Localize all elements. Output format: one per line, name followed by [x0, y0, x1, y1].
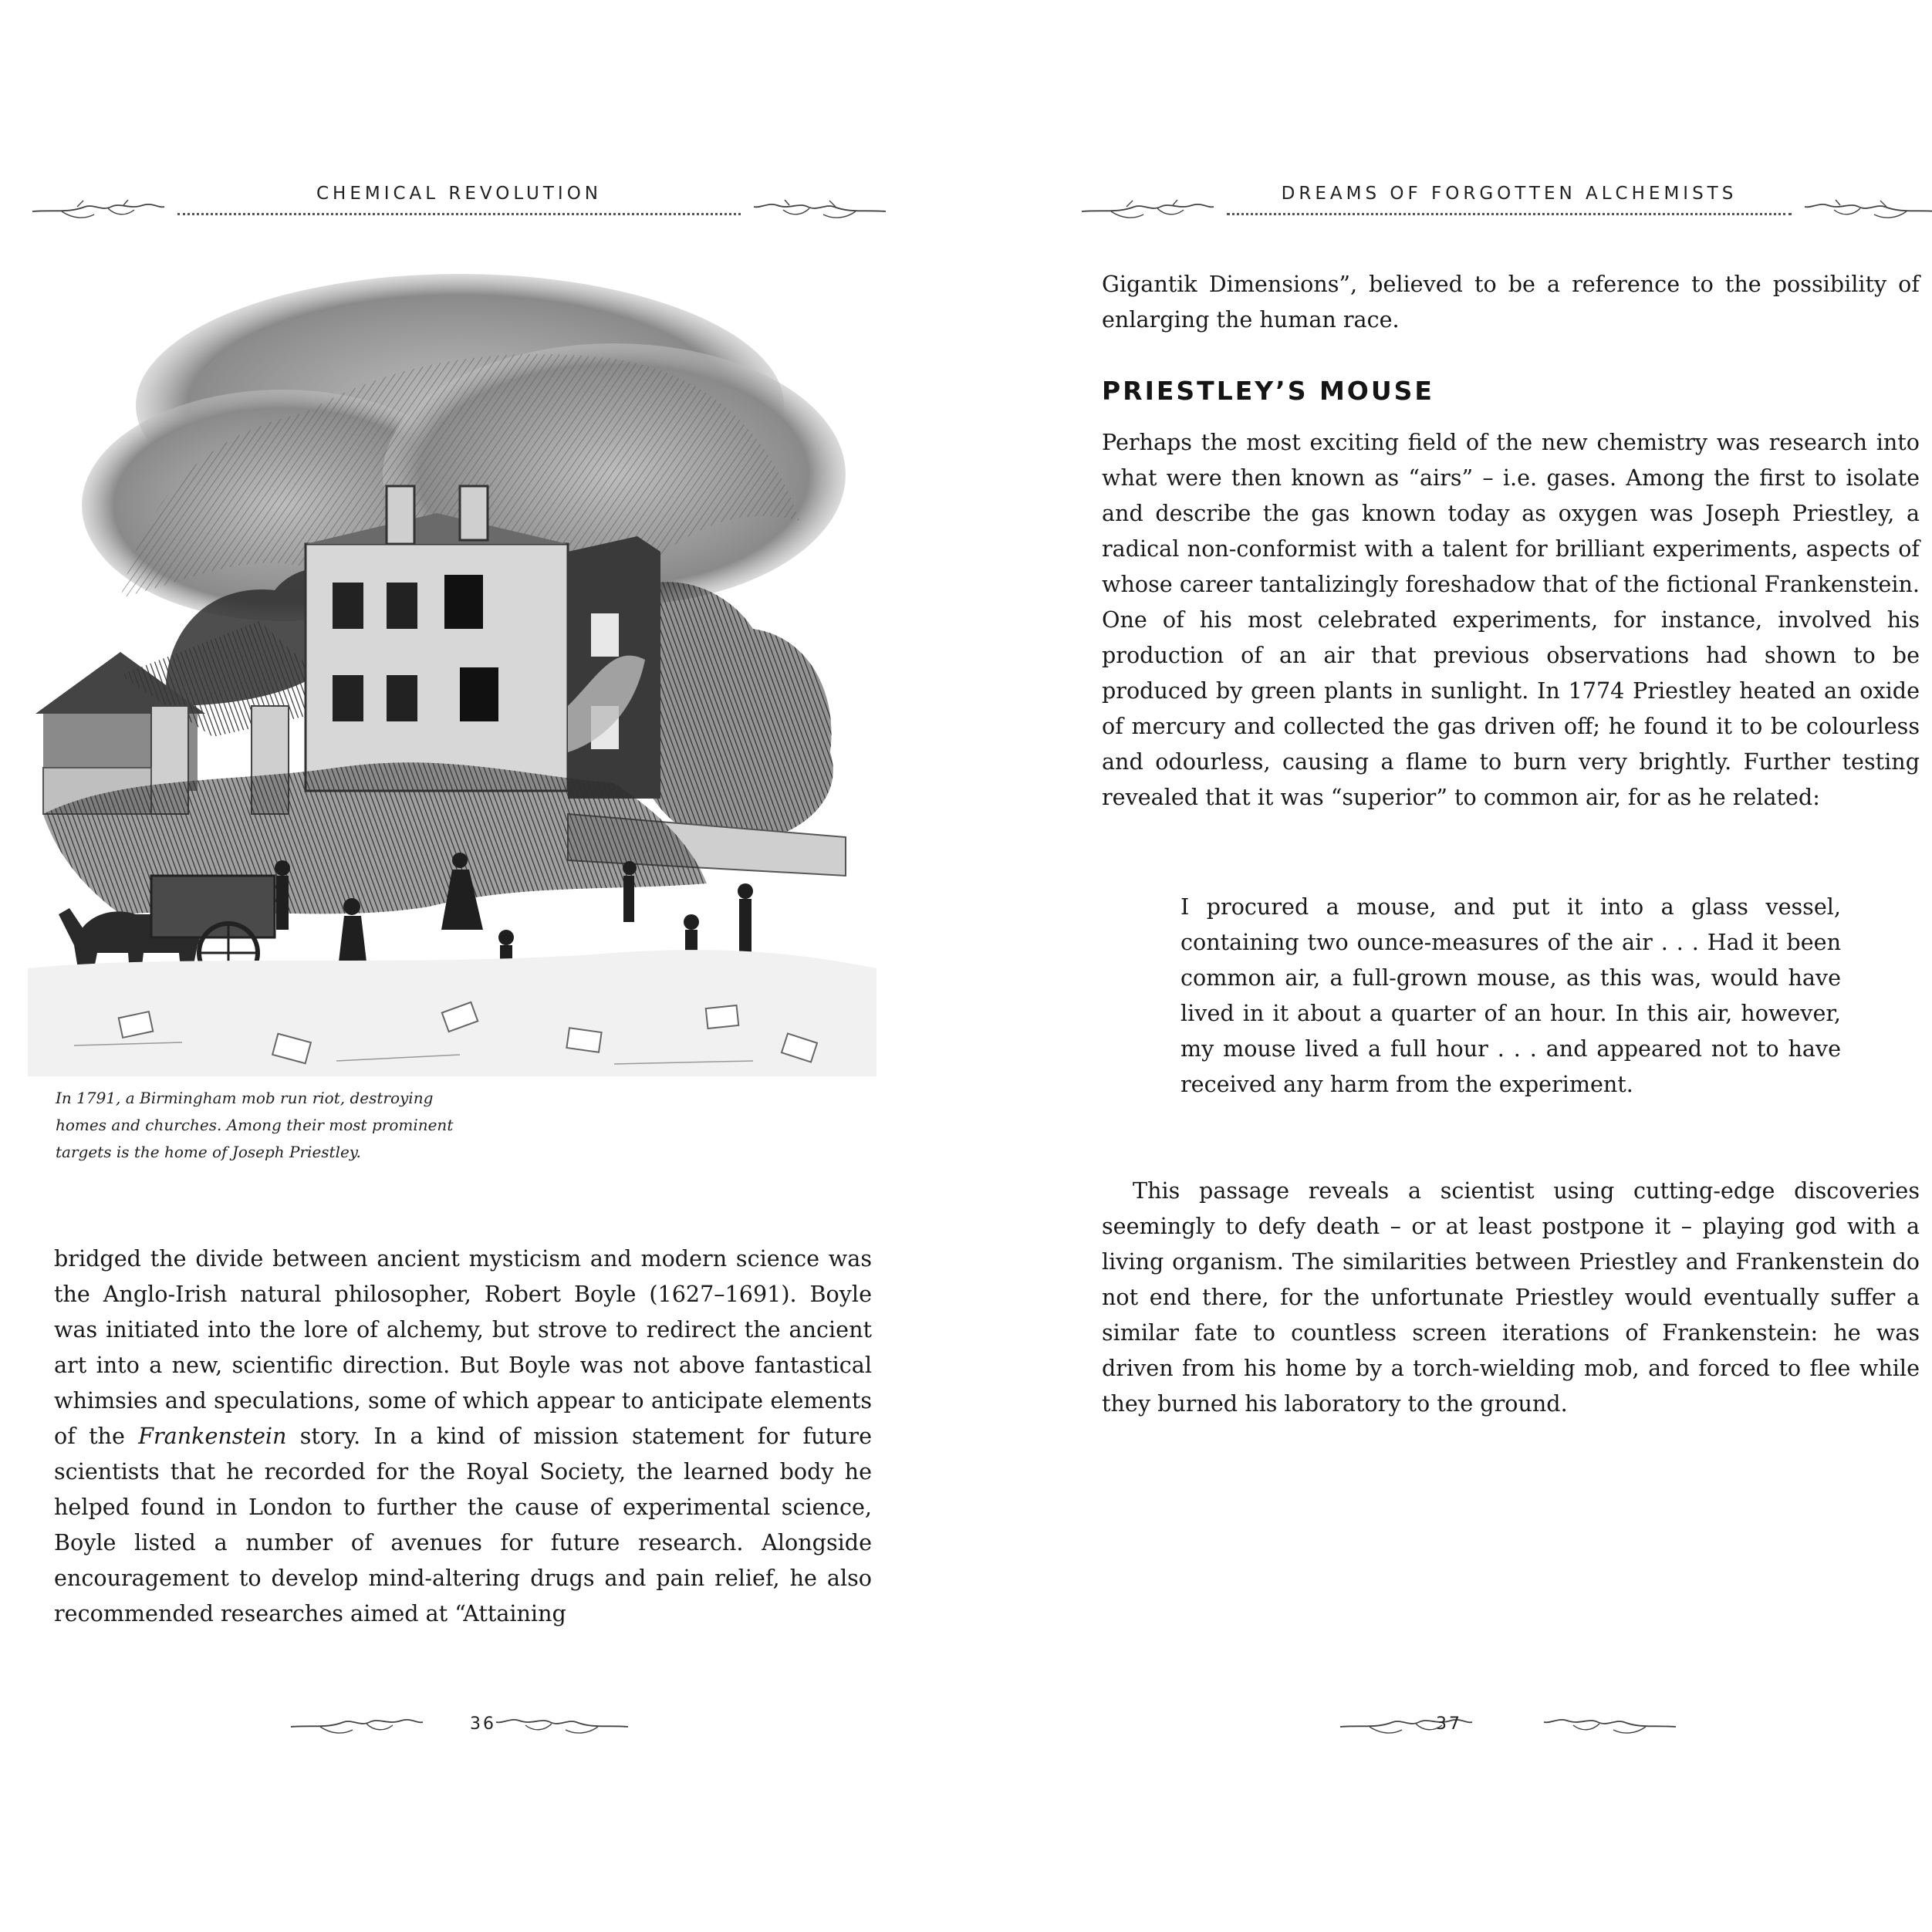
- running-head-text: DREAMS OF FORGOTTEN ALCHEMISTS: [1281, 184, 1738, 204]
- running-head-right: [1080, 184, 1932, 222]
- main-paragraph: [1102, 424, 1920, 815]
- running-head-text: CHEMICAL REVOLUTION: [316, 184, 603, 204]
- left-body-text: [54, 1241, 872, 1631]
- vine-flourish-ornament-icon: [491, 1711, 633, 1739]
- right-page: [966, 0, 1932, 1932]
- section-heading: PRIESTLEY’S MOUSE: [1102, 376, 1434, 406]
- folio-left: [0, 1711, 966, 1742]
- paragraph: Gigantik Dimensions”, believed to be a reference to the possibility of enlarging the human race.: [1102, 271, 1920, 333]
- folio-right: [966, 1711, 1932, 1742]
- closing-paragraph: [1102, 1173, 1920, 1421]
- paragraph: This passage reveals a scientist using cutting-edge discoveries seemingly to defy death – or at least postpone it – playing god with a living organism. The similarities between Priestley and Frankenstein do not end there, for the unfortunate Priestley would eventually suffer a similar fate to countless screen iterations of Frankenstein: he was driven from his home by a torch-wielding mob, and forced to flee while they burned his laboratory to the ground.: [1102, 1177, 1920, 1417]
- page-number: 36: [470, 1714, 496, 1734]
- engraving-birmingham-riot-icon: [28, 274, 901, 1076]
- italic-title: Frankenstein: [138, 1423, 287, 1449]
- body-text-segment: bridged the divide between ancient mysticism and modern science was the Anglo-Irish natural philosopher, Robert Boyle (1627–1691). Boyle was initiated into the lore of alchemy, but strove to redirect the ancient art into a new, scientific direction. But Boyle was not above fantastical whimsies and speculations, some of which appear to anticipate elements of the: [54, 1245, 872, 1449]
- figure-caption: In 1791, a Birmingham mob run riot, destroying homes and churches. Among their most prominent targets is the home of Joseph Priestley.: [56, 1089, 454, 1161]
- vine-flourish-ornament-icon: [752, 196, 887, 224]
- intro-text: [1102, 266, 1920, 337]
- running-head-left: [31, 184, 887, 222]
- vine-flourish-ornament-icon: [1539, 1711, 1681, 1739]
- page-number: 37: [1436, 1714, 1462, 1734]
- body-text-segment: story. In a kind of mission statement for future scientists that he recorded for the Royal Society, the learned body he helped found in London to further the cause of experimental science, Boyle listed a number of avenues for future research. Alongside encouragement to develop mind-altering drugs and pain relief, he also recommended researches aimed at “Attaining: [54, 1423, 873, 1626]
- running-head-rule: [177, 213, 741, 215]
- block-quote: I procured a mouse, and put it into a glass vessel, containing two ounce-measures of the air . . . Had it been common air, a full-grown mouse, as this was, would have lived in it about a quarter of an hour. In this air, however, my mouse lived a full hour . . . and appeared not to have received any harm from the experiment.: [1180, 893, 1841, 1097]
- vine-flourish-ornament-icon: [1803, 196, 1932, 224]
- paragraph: Perhaps the most exciting field of the new chemistry was research into what were then known as “airs” – i.e. gases. Among the first to isolate and describe the gas known today as oxygen was Joseph Priestley, a radical non-conformist with a talent for brilliant experiments, aspects of whose career tantalizingly foreshadow that of the fictional Frankenstein. One of his most celebrated experiments, for instance, involved his production of an air that previous observations had shown to be produced by green plants in sunlight. In 1774 Priestley heated an oxide of mercury and collected the gas driven off; he found it to be colourless and odourless, causing a flame to burn very brightly. Further testing revealed that it was “superior” to common air, for as he related:: [1102, 429, 1920, 810]
- running-head-rule: [1227, 213, 1792, 215]
- paragraph: [54, 1241, 872, 1631]
